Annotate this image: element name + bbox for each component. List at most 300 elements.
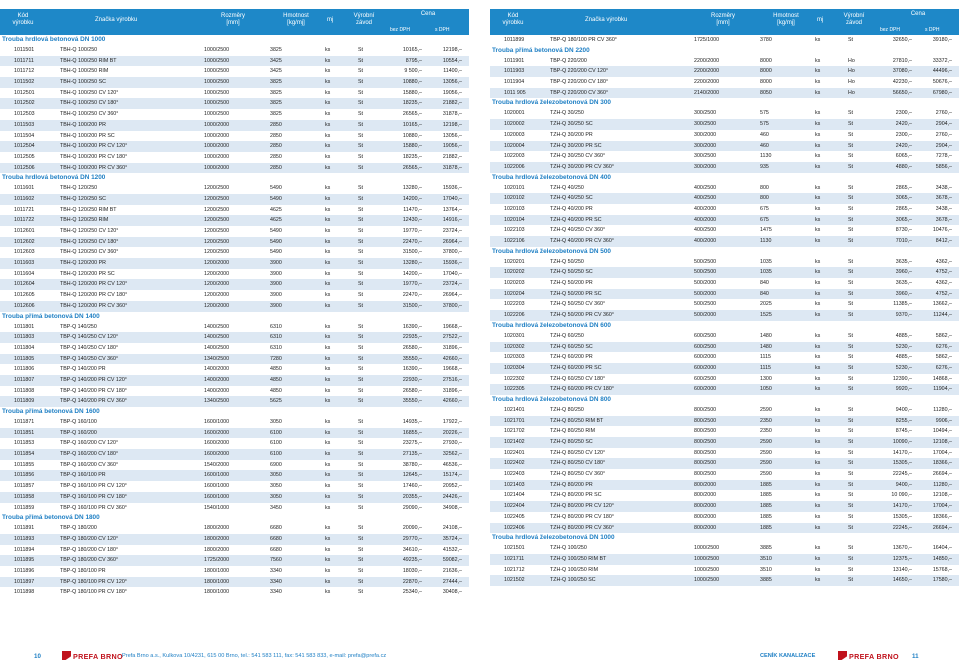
cell-rozmery: 1800/2000 [204, 525, 230, 532]
cell-rozmery: 1000/2000 [204, 132, 230, 139]
cell-mj: ks [325, 334, 331, 341]
table-row [0, 566, 469, 577]
cell-kod: 1011871 [14, 419, 35, 425]
cell-cena-s-dph: 27516,– [442, 376, 462, 383]
cell-cena-bez-dph: 4885,– [895, 332, 912, 339]
cell-kod: 1020303 [504, 354, 525, 361]
cell-kod: 1022006 [504, 163, 525, 170]
cell-kod: 1022403 [504, 471, 525, 478]
cell-kod: 1021401 [504, 406, 525, 413]
cell-cena-s-dph: 12198,– [442, 121, 462, 128]
cell-cena-bez-dph: 10880,– [402, 132, 422, 139]
table-row [490, 183, 959, 194]
table-row [490, 554, 959, 565]
group-title: Trouba hrdlová železobetonová DN 800 [492, 395, 611, 403]
cell-cena-s-dph: 21636,– [442, 567, 462, 574]
cell-rozmery: 1200/2500 [204, 195, 230, 202]
table-row [0, 460, 469, 471]
cell-hmotnost: 1035 [760, 269, 772, 276]
cell-hmotnost: 3900 [270, 270, 282, 277]
cell-rozmery: 1600/1000 [204, 419, 230, 425]
group-title: Trouba přímá betonová DN 2200 [492, 46, 590, 54]
table-row [490, 565, 959, 576]
cell-mj: ks [815, 57, 821, 64]
cell-znacka: TZH-Q 60/250 CV 180° [550, 375, 606, 382]
cell-kod: 1011504 [14, 132, 35, 139]
cell-cena-s-dph: 37800,– [442, 302, 462, 309]
cell-hmotnost: 2590 [760, 471, 772, 478]
cell-cena-bez-dph: 11470,– [403, 206, 422, 213]
cell-rozmery: 600/2500 [694, 332, 717, 339]
cell-znacka: TBP-Q 140/200 PR [60, 366, 106, 373]
cell-hmotnost: 2590 [760, 460, 772, 467]
cell-hmotnost: 1480 [760, 332, 772, 339]
cell-kod: 1011722 [14, 217, 35, 224]
cell-zavod: St [848, 354, 854, 361]
cell-hmotnost: 3825 [270, 89, 282, 96]
cell-znacka: TZH-Q 60/200 PR SC [550, 364, 602, 371]
cell-mj: ks [815, 301, 821, 308]
cell-rozmery: 1200/2500 [204, 249, 230, 256]
cell-kod: 1012606 [14, 302, 35, 309]
cell-cena-bez-dph: 3635,– [895, 280, 912, 287]
cell-znacka: TBP-Q 180/200 CV 360° [60, 557, 119, 564]
cell-zavod: St [358, 419, 364, 425]
cell-cena-s-dph: 24426,– [442, 493, 462, 500]
cell-znacka: TZH-Q 50/250 [550, 258, 584, 265]
cell-znacka: TBP-Q 160/100 PR CV 360° [60, 504, 127, 511]
cell-kod: 1012501 [14, 89, 35, 96]
cell-znacka: TZH-Q 30/200 PR CV 360° [550, 163, 614, 170]
cell-cena-s-dph: 4752,– [935, 269, 952, 276]
cell-kod: 1011858 [14, 493, 35, 500]
cell-znacka: TBP-Q 140/200 PR CV 120° [60, 376, 127, 383]
header-znacka: Značka výrobku [585, 17, 628, 23]
cell-rozmery: 1000/2000 [204, 164, 230, 171]
cell-znacka: TZH-Q 40/250 SC [550, 195, 593, 202]
table-header [490, 9, 959, 35]
cell-kod: 1022404 [504, 503, 525, 510]
cell-cena-bez-dph: 4880,– [895, 163, 912, 170]
cell-znacka: TBP-Q 180/100 PR CV 360° [550, 37, 617, 43]
cell-znacka: TBP-Q 220/200 CV 360° [550, 89, 609, 96]
table-row [0, 375, 469, 386]
cell-hmotnost: 3780 [760, 37, 772, 43]
cell-kod: 1021711 [504, 555, 525, 562]
cell-mj: ks [325, 153, 331, 160]
cell-hmotnost: 840 [760, 280, 769, 287]
cell-rozmery: 300/2000 [694, 131, 717, 138]
cell-mj: ks [815, 375, 821, 382]
cell-hmotnost: 3050 [270, 419, 282, 425]
table-row [490, 299, 959, 310]
cell-kod: 1011856 [14, 472, 35, 479]
cell-cena-s-dph: 5862,– [935, 332, 952, 339]
cell-cena-bez-dph: 14650,– [892, 577, 912, 584]
cell-cena-s-dph: 12108,– [932, 439, 952, 445]
cell-znacka: TBP-Q 180/200 CV 180° [60, 546, 119, 553]
cell-cena-s-dph: 3678,– [935, 195, 952, 202]
cell-znacka: TBP-Q 140/250 CV 360° [60, 355, 119, 362]
cell-mj: ks [325, 292, 331, 299]
cell-cena-s-dph: 13056,– [442, 132, 462, 139]
cell-cena-bez-dph: 12430,– [402, 217, 422, 224]
cell-cena-s-dph: 14916,– [442, 217, 462, 224]
cell-hmotnost: 5625 [270, 398, 282, 405]
cell-cena-bez-dph: 20090,– [402, 525, 422, 532]
table-row [490, 416, 959, 427]
cell-cena-s-dph: 13056,– [442, 79, 462, 86]
cell-hmotnost: 6680 [270, 546, 282, 553]
cell-cena-bez-dph: 4885,– [895, 354, 912, 361]
cell-mj: ks [815, 121, 821, 128]
cell-znacka: TZH-Q 80/200 PR [550, 481, 593, 488]
table-row [490, 215, 959, 226]
cell-hmotnost: 5490 [270, 185, 282, 192]
cell-kod: 1021701 [504, 417, 525, 424]
cell-znacka: TBP-Q 220/200 CV 120° [550, 68, 609, 75]
cell-zavod: St [358, 153, 364, 160]
table-row [0, 428, 469, 439]
cell-kod: 1011809 [14, 398, 35, 405]
cell-mj: ks [815, 343, 821, 350]
cell-cena-s-dph: 2904,– [935, 121, 952, 128]
cell-znacka: TZH-Q 40/200 PR CV 360° [550, 238, 614, 244]
cell-kod: 1011804 [14, 344, 35, 351]
table-row [490, 426, 959, 437]
cell-zavod: St [358, 132, 364, 139]
cell-cena-s-dph: 27444,– [442, 578, 462, 585]
cell-cena-bez-dph: 10165,– [402, 121, 422, 128]
cell-kod: 1011898 [14, 589, 35, 596]
cell-znacka: TZH-Q 80/200 PR CV 360° [550, 524, 614, 531]
cell-zavod: St [848, 449, 854, 456]
cell-hmotnost: 5490 [270, 228, 282, 234]
cell-znacka: TBP-Q 220/200 [550, 57, 587, 64]
cell-mj: ks [815, 406, 821, 413]
cell-rozmery: 1400/2500 [204, 323, 230, 330]
cell-hmotnost: 1050 [760, 386, 772, 393]
cell-znacka: TZH-Q 50/200 PR [550, 280, 593, 287]
cell-rozmery: 500/2500 [694, 258, 717, 265]
table-row [490, 310, 959, 321]
cell-rozmery: 2200/2000 [694, 79, 720, 86]
cell-rozmery: 800/2000 [694, 524, 717, 531]
table-row [490, 77, 959, 88]
cell-znacka: TBH-Q 100/200 PR SC [60, 132, 115, 139]
cell-mj: ks [325, 79, 331, 86]
cell-cena-bez-dph: 9400,– [895, 481, 912, 488]
header-mj: mj [327, 17, 334, 23]
cell-kod: 1012602 [14, 238, 35, 245]
cell-znacka: TZH-Q 40/200 PR [550, 205, 593, 212]
cell-cena-s-dph: 35724,– [442, 535, 462, 542]
cell-mj: ks [815, 354, 821, 361]
cell-cena-s-dph: 18366,– [932, 460, 952, 467]
cell-cena-bez-dph: 2300,– [895, 131, 912, 138]
table-row [490, 384, 959, 395]
table-row [490, 523, 959, 534]
table-row [490, 352, 959, 363]
cell-znacka: TZH-Q 80/250 RIM BT [550, 417, 604, 424]
cell-zavod: St [358, 111, 364, 118]
cell-mj: ks [815, 439, 821, 445]
cell-kod: 1011711 [14, 57, 34, 64]
cell-kod: 1020002 [504, 121, 525, 128]
cell-znacka: TBP-Q 140/250 [60, 323, 97, 330]
cell-zavod: St [358, 440, 364, 447]
cell-mj: ks [815, 503, 821, 510]
cell-znacka: TZH-Q 30/200 PR SC [550, 142, 602, 149]
cell-zavod: St [358, 535, 364, 542]
cell-zavod: St [358, 376, 364, 383]
cell-cena-bez-dph: 22245,– [892, 471, 912, 478]
cell-rozmery: 1200/2500 [204, 228, 230, 234]
cell-rozmery: 300/2000 [694, 163, 717, 170]
table-row [490, 130, 959, 141]
cell-hmotnost: 3340 [270, 567, 282, 574]
cell-zavod: St [358, 398, 364, 405]
cell-mj: ks [325, 589, 331, 596]
cell-rozmery: 1800/2000 [204, 546, 230, 553]
table-row [0, 141, 469, 152]
cell-cena-s-dph: 30408,– [442, 589, 462, 596]
cell-zavod: St [848, 375, 854, 382]
cell-cena-s-dph: 15936,– [442, 260, 462, 267]
cell-cena-bez-dph: 12645,– [402, 472, 422, 479]
cell-kod: 1020204 [504, 290, 525, 297]
cell-zavod: St [358, 100, 364, 107]
cell-znacka: TZH-Q 50/200 PR SC [550, 290, 602, 297]
cell-hmotnost: 2025 [760, 301, 772, 308]
prefa-logo-icon [838, 651, 847, 660]
cell-mj: ks [325, 429, 331, 436]
cell-cena-s-dph: 10494,– [932, 428, 952, 435]
cell-hmotnost: 4850 [270, 376, 282, 383]
cell-cena-s-dph: 33372,– [932, 57, 952, 64]
cell-kod: 1021404 [504, 492, 525, 499]
cell-kod: 1011851 [14, 429, 35, 436]
cell-kod: 1012601 [14, 228, 35, 234]
cell-hmotnost: 3050 [270, 472, 282, 479]
cell-kod: 1021702 [504, 428, 525, 435]
cell-mj: ks [325, 249, 331, 256]
cell-cena-s-dph: 17040,– [442, 195, 462, 202]
cell-mj: ks [325, 493, 331, 500]
cell-kod: 1011903 [504, 68, 525, 75]
cell-cena-bez-dph: 31500,– [402, 249, 422, 256]
cell-znacka: TZH-Q 80/250 CV 180° [550, 460, 606, 467]
cell-znacka: TBP-Q 160/100 [60, 419, 97, 425]
cell-kod: 1011807 [14, 376, 35, 383]
cell-hmotnost: 1885 [760, 492, 772, 499]
group-title: Trouba přímá betonová DN 1800 [2, 514, 100, 522]
cell-rozmery: 400/2000 [694, 205, 717, 212]
cell-zavod: St [848, 577, 854, 584]
cell-hmotnost: 6100 [270, 451, 282, 458]
cell-kod: 1011904 [504, 79, 525, 86]
cell-hmotnost: 4625 [270, 206, 282, 213]
table-row [0, 77, 469, 88]
cell-mj: ks [325, 504, 331, 511]
cell-zavod: St [848, 258, 854, 265]
cell-mj: ks [325, 185, 331, 192]
cell-hmotnost: 6680 [270, 525, 282, 532]
cell-rozmery: 800/2000 [694, 503, 717, 510]
cell-znacka: TBP-Q 140/250 CV 180° [60, 344, 119, 351]
cell-rozmery: 1000/2000 [204, 143, 230, 150]
cell-mj: ks [815, 545, 821, 552]
catalog-title: CENÍK KANALIZACE [760, 653, 816, 659]
header-zavod: Výrobní závod [843, 13, 865, 26]
cell-zavod: St [358, 238, 364, 245]
table-row [490, 405, 959, 416]
table-row [0, 364, 469, 375]
cell-kod: 1011721 [14, 206, 35, 213]
cell-mj: ks [325, 57, 331, 64]
cell-cena-bez-dph: 15880,– [402, 143, 422, 150]
cell-kod: 1011806 [14, 366, 35, 373]
cell-znacka: TZH-Q 60/250 SC [550, 343, 593, 350]
cell-hmotnost: 935 [760, 163, 769, 170]
cell-cena-bez-dph: 34610,– [402, 546, 422, 553]
header-hmotnost: Hmotnost [kg/mj] [283, 13, 309, 26]
cell-znacka: TBH-Q 120/250 RIM [60, 217, 109, 224]
cell-zavod: St [358, 355, 364, 362]
table-row [490, 374, 959, 385]
cell-zavod: Ho [848, 68, 855, 75]
table-row [0, 386, 469, 397]
cell-zavod: St [848, 428, 854, 435]
cell-mj: ks [815, 280, 821, 287]
cell-cena-bez-dph: 13280,– [402, 185, 422, 192]
group-title: Trouba hrdlová železobetonová DN 400 [492, 173, 611, 181]
table-row [490, 151, 959, 162]
cell-cena-bez-dph: 29770,– [402, 535, 422, 542]
cell-cena-bez-dph: 13670,– [892, 545, 912, 552]
group-title: Trouba hrdlová železobetonová DN 500 [492, 247, 611, 255]
cell-znacka: TBP-Q 160/200 CV 360° [60, 461, 119, 468]
cell-cena-s-dph: 5862,– [935, 354, 952, 361]
cell-cena-bez-dph: 22935,– [402, 334, 422, 341]
cell-cena-s-dph: 10476,– [932, 227, 952, 234]
table-row [0, 152, 469, 163]
cell-cena-bez-dph: 15305,– [892, 513, 912, 520]
cell-zavod: St [358, 387, 364, 394]
cell-mj: ks [815, 89, 821, 96]
cell-hmotnost: 7280 [270, 355, 282, 362]
cell-rozmery: 1600/2000 [204, 429, 230, 436]
cell-kod: 1011602 [14, 195, 35, 202]
cell-rozmery: 600/2000 [694, 354, 717, 361]
cell-cena-s-dph: 42660,– [442, 398, 462, 405]
table-row [490, 204, 959, 215]
cell-znacka: TBH-Q 100/250 [60, 47, 98, 53]
cell-mj: ks [325, 238, 331, 245]
cell-kod: 1020301 [504, 332, 525, 339]
cell-rozmery: 800/2500 [694, 406, 717, 413]
cell-hmotnost: 460 [760, 131, 769, 138]
table-row [0, 534, 469, 545]
cell-rozmery: 1000/2500 [694, 566, 720, 573]
cell-cena-s-dph: 26694,– [932, 524, 952, 531]
cell-cena-bez-dph: 12390,– [892, 375, 912, 382]
cell-znacka: TBH-Q 100/250 CV 120° [60, 89, 119, 96]
cell-rozmery: 600/2000 [694, 386, 717, 393]
cell-hmotnost: 6900 [270, 461, 282, 468]
cell-rozmery: 1000/2500 [204, 100, 230, 107]
cell-mj: ks [325, 483, 331, 490]
cell-zavod: St [358, 302, 364, 309]
cell-hmotnost: 6680 [270, 535, 282, 542]
cell-cena-bez-dph: 8255,– [895, 417, 912, 424]
brand-logo [62, 651, 123, 661]
cell-rozmery: 1800/1000 [204, 578, 230, 585]
cell-mj: ks [325, 578, 331, 585]
cell-mj: ks [325, 68, 331, 75]
cell-zavod: St [358, 249, 364, 256]
cell-rozmery: 2140/2000 [694, 89, 720, 96]
cell-cena-s-dph: 2760,– [935, 110, 952, 117]
cell-rozmery: 800/2500 [694, 428, 717, 435]
cell-hmotnost: 2850 [270, 121, 282, 128]
table-row [0, 237, 469, 248]
cell-mj: ks [815, 492, 821, 499]
table-row [490, 278, 959, 289]
cell-rozmery: 1400/2000 [204, 376, 230, 383]
cell-kod: 1022302 [504, 375, 525, 382]
cell-cena-s-dph: 26694,– [932, 471, 952, 478]
cell-kod: 1012504 [14, 143, 35, 150]
header-kod: Kód výrobku [502, 13, 524, 26]
cell-kod: 1011854 [14, 451, 35, 458]
cell-cena-bez-dph: 2865,– [895, 205, 912, 212]
table-row [0, 88, 469, 99]
cell-cena-bez-dph: 8745,– [895, 428, 912, 435]
cell-rozmery: 2200/2000 [694, 57, 720, 64]
cell-znacka: TZH-Q 80/200 PR CV 120° [550, 503, 614, 510]
cell-mj: ks [815, 110, 821, 117]
cell-cena-bez-dph: 3065,– [895, 195, 912, 202]
cell-cena-bez-dph: 35550,– [402, 398, 422, 405]
cell-cena-s-dph: 4362,– [935, 258, 952, 265]
cell-zavod: St [358, 493, 364, 500]
cell-hmotnost: 2350 [760, 417, 772, 424]
cell-zavod: St [848, 545, 854, 552]
cell-cena-bez-dph: 2420,– [895, 142, 912, 149]
cell-rozmery: 1200/2500 [204, 217, 230, 224]
cell-cena-bez-dph: 37080,– [892, 68, 912, 75]
cell-rozmery: 1200/2000 [204, 270, 230, 277]
cell-zavod: St [848, 492, 854, 499]
cell-cena-s-dph: 11400,– [443, 68, 462, 75]
table-row [0, 417, 469, 428]
cell-cena-bez-dph: 11385,– [893, 301, 912, 308]
cell-rozmery: 600/2500 [694, 343, 717, 350]
header-bez-dph: bez DPH [880, 27, 901, 33]
cell-znacka: TBH-Q 100/200 PR CV 180° [60, 153, 128, 160]
header-rozmery: Rozměry [mm] [710, 13, 735, 26]
cell-mj: ks [815, 79, 821, 86]
cell-rozmery: 800/2500 [694, 471, 717, 478]
cell-kod: 1012505 [14, 153, 35, 160]
cell-zavod: St [848, 131, 854, 138]
cell-hmotnost: 5490 [270, 238, 282, 245]
cell-zavod: St [358, 164, 364, 171]
cell-cena-bez-dph: 3960,– [895, 290, 912, 297]
cell-rozmery: 1600/1000 [204, 493, 230, 500]
table-row [0, 438, 469, 449]
